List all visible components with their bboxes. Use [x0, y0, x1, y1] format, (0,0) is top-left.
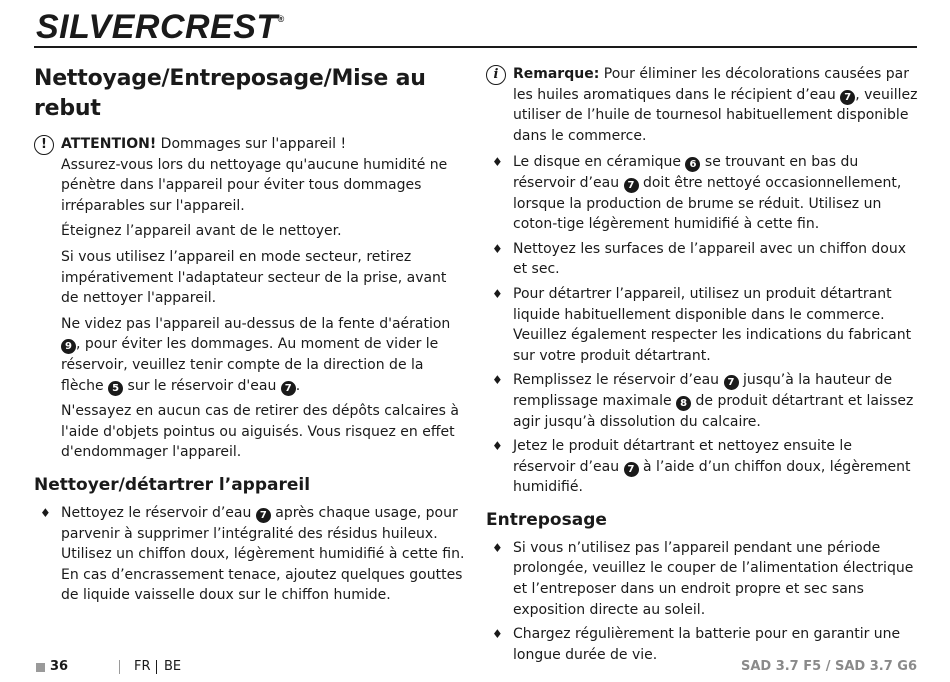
bullet-icon: ♦: [492, 540, 503, 555]
ref-number-8: 8: [676, 396, 691, 411]
bullet-icon: ♦: [40, 505, 51, 520]
text-segment: doit être nettoyé occasionnellement, lorsque la production de brume se réduit. Utilisez un coton-tige légèrement humidifié à cette fin.: [513, 174, 902, 233]
header-rule: [34, 46, 917, 48]
list-item: [486, 370, 918, 432]
attention-paragraph-1: Assurez-vous lors du nettoyage qu'aucune humidité ne pénètre dans l'appareil pour éviter tous dommages irréparables sur l'appareil.: [61, 156, 448, 214]
text-segment: Ne videz pas l'appareil au-dessus de la fente d'aération: [61, 315, 451, 332]
text-segment: , veuillez utiliser de l’huile de tournesol habituellement disponible dans le commerce.: [513, 86, 918, 144]
bullet-icon: ♦: [492, 286, 503, 301]
text-segment: .: [295, 377, 301, 394]
text-segment: Le disque en céramique: [513, 154, 686, 171]
text-segment: Remplissez le réservoir d’eau: [513, 372, 724, 389]
ref-number-6: 6: [685, 157, 700, 172]
text-segment: Nettoyez le réservoir d’eau: [61, 504, 256, 521]
model-number: SAD 3.7 F5 / SAD 3.7 G6: [740, 659, 917, 674]
bullet-icon: ♦: [492, 241, 503, 256]
section-title-cleaning: Nettoyer/détartrer l’appareil: [34, 474, 311, 495]
bullet-icon: ♦: [492, 155, 503, 170]
attention-heading-text: Dommages sur l'appareil !: [156, 136, 347, 152]
bullet-icon: ♦: [492, 439, 503, 454]
storage-list: [486, 538, 918, 666]
text-segment: Pour éliminer les décolorations causées par les huiles aromatiques dans le récipient d’eau: [513, 66, 909, 103]
text-segment: après chaque usage, pour parvenir à supprimer l’intégralité des résidus huileux. Utilisez un chiffon doux, légèrement humidifié à cette fin. En cas d’encrassement tenace, ajoutez quelques gouttes de liquide vaisselle doux sur le chiffon humide.: [61, 504, 465, 604]
text-segment: Chargez régulièrement la batterie pour en garantir une longue durée de vie.: [513, 626, 901, 663]
ref-number-9: 9: [61, 339, 76, 354]
attention-label: ATTENTION!: [61, 136, 157, 152]
page-number: 36: [50, 659, 69, 674]
cleaning-list: [34, 503, 466, 606]
attention-paragraph-2: Éteignez l’appareil avant de le nettoyer.: [61, 223, 342, 240]
list-item: [486, 538, 918, 620]
ref-number-7: 7: [281, 381, 296, 396]
brand-crest: CREST: [159, 8, 278, 46]
footer-divider: [156, 660, 157, 674]
text-segment: Jetez le produit détartrant et nettoyez ensuite le réservoir d’eau: [513, 438, 852, 475]
remark-label: Remarque:: [513, 66, 600, 82]
footer-divider: [119, 660, 120, 674]
exclamation-circle-icon: !: [34, 135, 54, 155]
brand-mark: ®: [277, 14, 285, 24]
ref-number-7: 7: [256, 508, 271, 523]
text-segment: de produit détartrant et laissez agir jusqu’à dissolution du calcaire.: [513, 392, 914, 430]
remark-text: [513, 64, 918, 146]
brand-silver: SILVER: [36, 8, 160, 46]
bullet-icon: ♦: [492, 627, 503, 642]
language-code-fr: FR: [134, 659, 151, 674]
list-item: [486, 152, 918, 234]
text-segment: à l’aide d’un chiffon doux, légèrement humidifié.: [513, 458, 911, 496]
descaling-list: [486, 152, 918, 498]
list-item: [486, 239, 918, 280]
ref-number-7: 7: [624, 462, 639, 477]
ref-number-7: 7: [724, 375, 739, 390]
text-segment: , pour éviter les dommages. Au moment de vider le réservoir, veuillez tenir compte de la direction de la flèche: [61, 336, 439, 394]
page-footer: [36, 657, 917, 677]
page-title: Nettoyage/Entreposage/Mise au rebut: [34, 66, 426, 121]
ref-number-7: 7: [624, 178, 639, 193]
text-segment: Nettoyez les surfaces de l’appareil avec un chiffon doux et sec.: [513, 240, 906, 278]
text-segment: se trouvant en bas du réservoir d’eau: [513, 154, 859, 191]
left-column: [34, 64, 466, 610]
list-item: [486, 284, 918, 366]
right-column: [486, 64, 918, 669]
attention-paragraph-4: [61, 314, 466, 396]
list-item: [34, 503, 466, 606]
attention-notice: [34, 134, 466, 463]
section-title-storage: Entreposage: [486, 509, 607, 530]
ref-number-7: 7: [840, 90, 855, 105]
bullet-icon: ♦: [492, 373, 503, 388]
ref-number-5: 5: [108, 381, 123, 396]
language-code-be: BE: [164, 659, 182, 674]
attention-heading: [61, 134, 466, 216]
attention-paragraph-5: N'essayez en aucun cas de retirer des dépôts calcaires à l'aide d'objets pointus ou aiguisés. Vous risquez en effet d'endommager l'appareil.: [61, 403, 459, 461]
text-segment: sur le réservoir d'eau: [123, 377, 281, 394]
remark-notice: [486, 64, 918, 146]
info-circle-icon: i: [486, 65, 506, 85]
list-item: [486, 436, 918, 498]
attention-paragraph-3: Si vous utilisez l’appareil en mode secteur, retirez impérativement l'adaptateur secteur de la prise, avant de nettoyer l'appareil.: [61, 248, 447, 307]
text-segment: Si vous n’utilisez pas l’appareil pendant une période prolongée, veuillez le couper de l’alimentation électrique et l’entreposer dans un endroit propre et sec sans exposition directe au soleil.: [513, 539, 914, 618]
text-segment: jusqu’à la hauteur de remplissage maximale: [513, 372, 893, 409]
brand-logo: [36, 8, 285, 47]
text-segment: Pour détartrer l’appareil, utilisez un produit détartrant liquide habituellement disponible dans le commerce. Veuillez également respecter les indications du fabricant sur votre produit détartrant.: [513, 285, 912, 364]
footer-square-icon: [36, 663, 45, 672]
